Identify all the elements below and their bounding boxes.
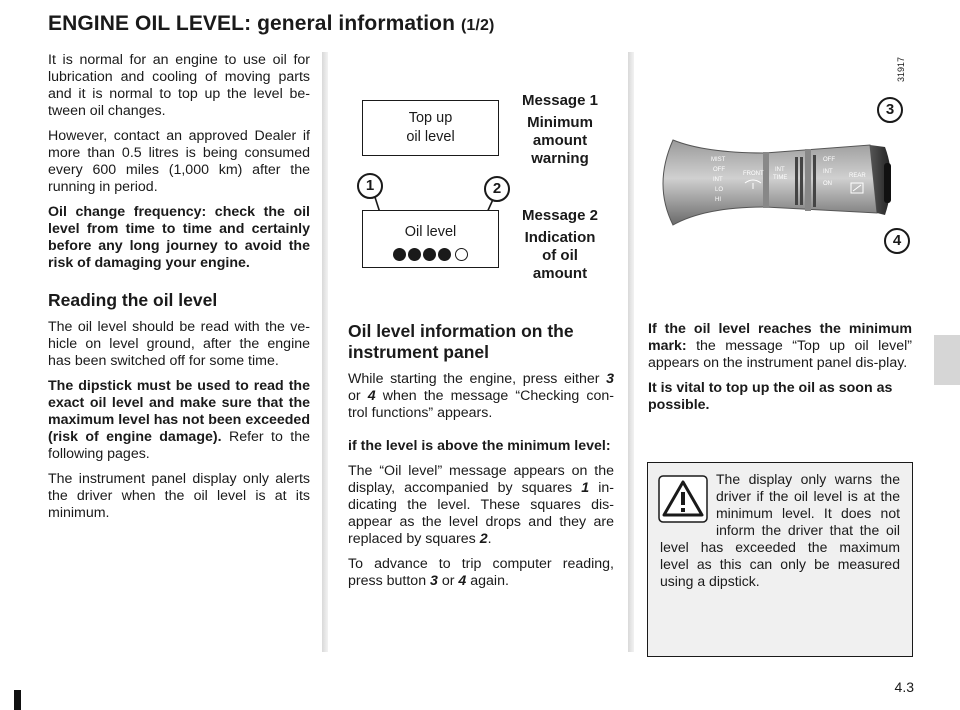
dipstick-bold-text: The dipstick must be used to read the exact oil level and make sure that the maximum level has not been exceeded (risk of engine damage). [48, 378, 310, 445]
message-2-line-3: amount [532, 265, 588, 282]
ref-button-4-again: 4 [458, 573, 467, 589]
column-separator-right [628, 52, 634, 652]
stalk-label-lo: LO [715, 187, 724, 193]
dealer-paragraph: However, contact an approved Dealer if more than 0.5 litres is being consumed every 600 miles (1,000 km) after the running in period. [48, 128, 310, 195]
oil-level-indicator [363, 245, 498, 264]
stalk-label-int: INT [713, 177, 723, 183]
starting-text-b: or [348, 388, 368, 404]
figure-code: 31917 [896, 56, 906, 82]
message-1-caption [508, 92, 612, 168]
page-title-part: (1/2) [460, 17, 495, 34]
ref-square-1: 1 [581, 480, 590, 496]
top-up-line-2: oil level [406, 129, 455, 145]
minimum-mark-paragraph [648, 321, 912, 372]
reading-paragraph: The oil level should be read with the ve-hicle on level ground, after the engine has been switched off for some time. [48, 319, 310, 369]
starting-text-a: While starting the engine, press either [348, 371, 607, 387]
ref-button-3-again: 3 [430, 573, 438, 589]
message-2-title: Message 2 [522, 207, 598, 224]
stalk-label-int-time-2: TIME [773, 175, 788, 181]
dipstick-rest-text: Refer to the following pages. [48, 429, 310, 462]
middle-column [348, 321, 614, 598]
stalk-label-hi: HI [715, 197, 721, 203]
message-2-line-2: of oil [542, 247, 578, 264]
message-1-line-1: Minimum [527, 114, 593, 131]
oil-msg-text-b: in-dicating the level. These squares dis-appear as the level drops and they are replaced by squares [348, 480, 614, 547]
trip-text-a: To advance to trip computer reading, press button [348, 556, 614, 589]
message-2-line-1: Indication [524, 229, 596, 246]
trip-computer-paragraph [348, 556, 614, 590]
oil-level-label: Oil level [404, 224, 457, 240]
oil-msg-text-c: . [487, 531, 492, 547]
callout-4: 4 [884, 228, 910, 254]
minimum-mark-rest: the message “Top up oil level” appears on the instrument panel dis-play. [648, 338, 912, 371]
ref-button-3: 3 [606, 371, 614, 387]
page-number: 4.3 [894, 679, 914, 695]
vital-top-up-paragraph: It is vital to top up the oil as soon as possible. [648, 380, 893, 413]
top-up-oil-level-display [362, 100, 499, 156]
oil-level-display [362, 210, 499, 268]
stalk-label-on: ON [823, 181, 832, 187]
instrument-panel-heading: Oil level information on the instrument panel [348, 321, 574, 362]
dipstick-paragraph [48, 378, 310, 463]
oil-level-square-filled [408, 248, 421, 261]
trip-text-c: again. [466, 573, 509, 589]
column-separator-left [322, 52, 328, 652]
oil-level-square-filled [393, 248, 406, 261]
message-1-line-3: warning [531, 150, 589, 167]
oil-level-square-empty [455, 248, 468, 261]
stalk-label-rear: REAR [849, 173, 866, 179]
trip-text-b: or [437, 573, 459, 589]
section-tab-marker [934, 335, 960, 385]
alert-paragraph: The instrument panel display only alerts the driver when the oil level is at its minimum. [48, 471, 310, 521]
warning-text [660, 471, 900, 590]
right-column [648, 321, 912, 422]
oil-level-square-filled [438, 248, 451, 261]
callout-3: 3 [877, 97, 903, 123]
stalk-label-int-time-1: INT [775, 167, 785, 173]
stalk-label-off: OFF [713, 167, 725, 173]
ref-square-2: 2 [479, 531, 488, 547]
top-up-line-1: Top up [408, 110, 453, 126]
minimum-mark-bold: If the oil level reaches the minimum mark: [648, 321, 912, 354]
ref-button-4: 4 [367, 388, 376, 404]
page-title [48, 12, 494, 36]
callout-2: 2 [484, 176, 510, 202]
oil-level-message-paragraph [348, 463, 614, 548]
starting-engine-paragraph [348, 371, 614, 422]
warning-float-spacer [660, 471, 716, 529]
warning-message: The display only warns the driver if the oil level is at the minimum level. It does not inform the driver that the oil level has exceeded the maximum level as this can only be measured using a dipstick. [660, 471, 900, 589]
left-column [48, 52, 310, 530]
intro-paragraph: It is normal for an engine to use oil for lubrication and cooling of moving parts and it is normal to top up the level be-tween oil changes. [48, 52, 310, 119]
stalk-label-int-rear: INT [823, 169, 833, 175]
message-1-line-2: amount [532, 132, 588, 149]
stalk-label-off-rear: OFF [823, 157, 835, 163]
above-minimum-subheading: if the level is above the minimum level: [348, 438, 611, 454]
callout-1: 1 [357, 173, 383, 199]
stalk-label-front: FRONT [743, 171, 764, 177]
reading-oil-level-heading: Reading the oil level [48, 290, 218, 310]
oil-level-square-filled [423, 248, 436, 261]
oil-msg-text-a: The “Oil level” message appears on the display, accompanied by squares [348, 463, 614, 496]
wiper-stalk-illustration [645, 115, 905, 240]
page-title-main: ENGINE OIL LEVEL: general information [48, 12, 461, 35]
starting-text-c: when the message “Checking con-trol functions” appears. [348, 388, 614, 421]
stalk-label-mist: MIST [711, 157, 726, 163]
corner-mark [14, 690, 21, 710]
warning-box [647, 462, 913, 657]
message-2-caption [508, 207, 612, 283]
message-1-title: Message 1 [522, 92, 598, 109]
oil-change-frequency-paragraph: Oil change frequency: check the oil level from time to time and certainly before any long journey to avoid the risk of damaging your engine. [48, 204, 310, 271]
